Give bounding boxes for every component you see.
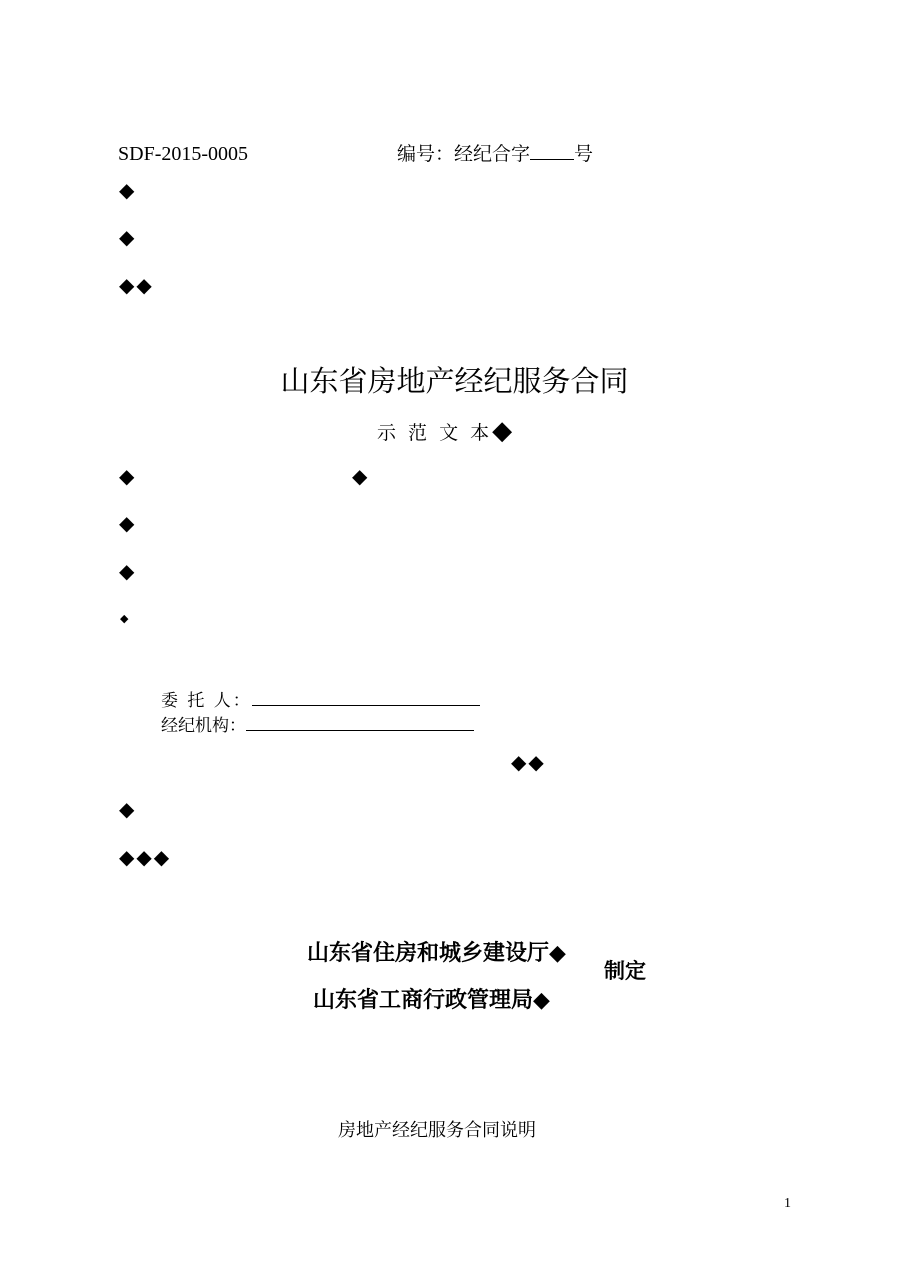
document-code: SDF-2015-0005 bbox=[118, 143, 249, 165]
diamond-marker-2: ◆ bbox=[119, 225, 137, 249]
explanation-title: 房地产经纪服务合同说明 bbox=[338, 1120, 536, 1141]
client-label: 委 托 人： bbox=[161, 691, 252, 711]
agency-label: 经纪机构： bbox=[161, 716, 246, 736]
diamond-marker-8: ◆◆ bbox=[511, 750, 546, 774]
issuer-line-1-marker: ◆ bbox=[549, 941, 566, 966]
diamond-marker-6: ◆ bbox=[119, 559, 137, 583]
contract-number-label: 编号：经纪合字 bbox=[397, 143, 531, 165]
contract-number-suffix: 号 bbox=[574, 143, 594, 165]
issuer-line-2: 山东省工商行政管理局 bbox=[313, 988, 534, 1013]
issuer-line-2-marker: ◆ bbox=[533, 988, 550, 1013]
diamond-marker-3: ◆◆ bbox=[119, 273, 154, 297]
diamond-marker-9: ◆ bbox=[119, 797, 137, 821]
agency-blank bbox=[246, 730, 474, 731]
issuer-commerce-bureau bbox=[313, 986, 550, 1016]
diamond-marker-small: ◆ bbox=[120, 612, 129, 625]
issuer-action: 制定 bbox=[604, 959, 646, 983]
diamond-marker-1: ◆ bbox=[119, 178, 137, 202]
contract-number-blank bbox=[530, 159, 574, 160]
diamond-marker-4-right: ◆ bbox=[352, 464, 370, 488]
sample-text-subtitle bbox=[377, 418, 512, 446]
contract-title: 山东省房地产经纪服务合同 bbox=[280, 364, 629, 398]
issuer-housing-department bbox=[307, 939, 566, 969]
diamond-marker-5: ◆ bbox=[119, 511, 137, 535]
client-blank bbox=[252, 705, 480, 706]
diamond-marker-4: ◆ bbox=[119, 464, 137, 488]
issuer-line-1: 山东省住房和城乡建设厅 bbox=[307, 941, 550, 966]
client-line bbox=[161, 690, 480, 712]
contract-number bbox=[397, 142, 593, 166]
subtitle-diamond-marker: ◆ bbox=[492, 416, 513, 446]
page-number: 1 bbox=[784, 1196, 791, 1211]
subtitle-label: 示 范 文 本 bbox=[377, 422, 493, 444]
diamond-marker-10: ◆◆◆ bbox=[119, 845, 172, 869]
agency-line bbox=[161, 715, 474, 737]
